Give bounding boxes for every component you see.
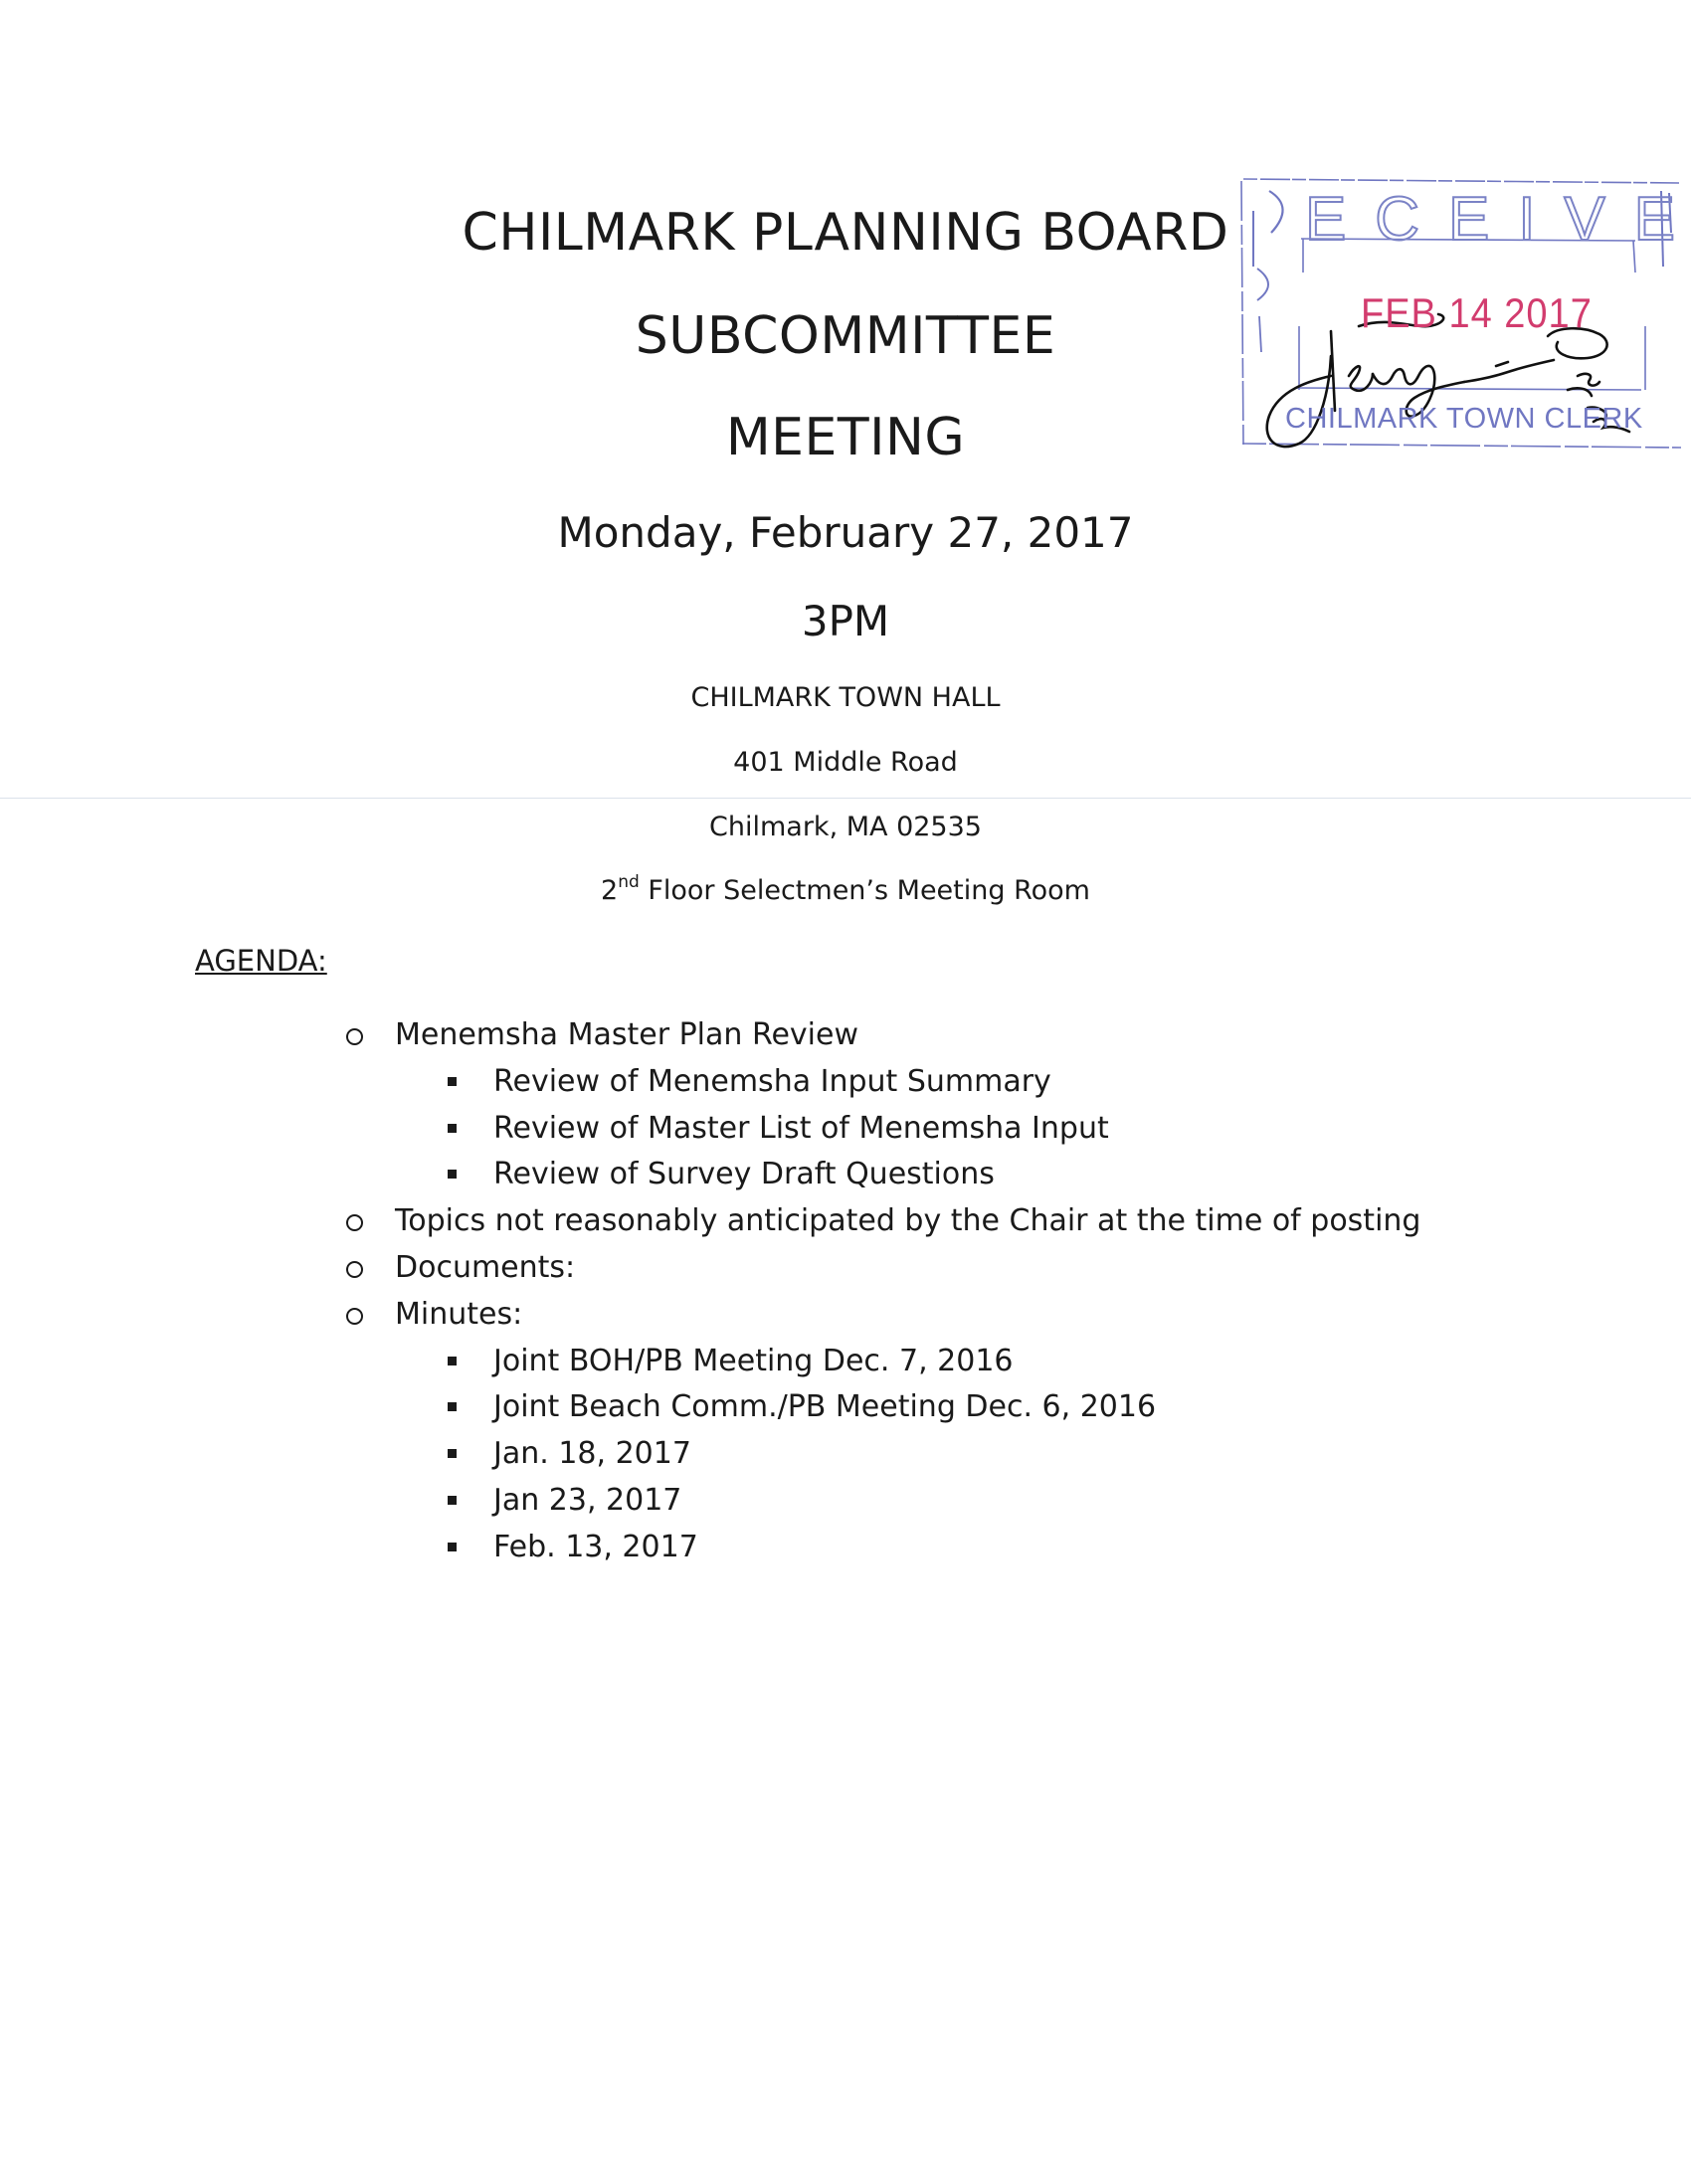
agenda-subitem xyxy=(0,1478,1691,1525)
agenda-subitem-list xyxy=(0,1339,1691,1571)
location-street: 401 Middle Road xyxy=(733,747,958,778)
agenda-item-row xyxy=(0,1245,1691,1292)
page-title-line-3: MEETING xyxy=(725,408,966,467)
agenda-item xyxy=(0,1198,1691,1245)
page-title-line-1: CHILMARK PLANNING BOARD xyxy=(462,203,1229,263)
agenda-item xyxy=(0,1012,1691,1198)
floor-number: 2 xyxy=(601,875,619,906)
square-bullet-icon xyxy=(448,1496,457,1505)
agenda-item xyxy=(0,1245,1691,1292)
stamp-office: CHILMARK TOWN CLERK xyxy=(1285,403,1643,435)
square-bullet-icon xyxy=(448,1124,457,1133)
location-building: CHILMARK TOWN HALL xyxy=(690,682,1001,713)
agenda-subitem xyxy=(0,1152,1691,1198)
circle-bullet-icon xyxy=(346,1214,363,1231)
stamp-letter: E xyxy=(1633,185,1675,254)
agenda-subitem-label: Review of Master List of Menemsha Input xyxy=(493,1110,1109,1146)
agenda-heading: AGENDA: xyxy=(195,944,327,978)
meeting-time: 3PM xyxy=(801,597,890,645)
agenda-subitem-label: Joint Beach Comm./PB Meeting Dec. 6, 2016 xyxy=(493,1389,1157,1425)
page-title-line-2: SUBCOMMITTEE xyxy=(635,306,1056,366)
agenda-item xyxy=(0,1292,1691,1571)
agenda-subitem-label: Jan. 18, 2017 xyxy=(493,1436,691,1472)
agenda-item-row xyxy=(0,1012,1691,1059)
agenda-subitem xyxy=(0,1106,1691,1153)
circle-bullet-icon xyxy=(346,1028,363,1045)
stamp-letter: I xyxy=(1518,185,1536,254)
circle-bullet-icon xyxy=(346,1308,363,1325)
agenda-item-label: Topics not reasonably anticipated by the Chair at the time of posting xyxy=(395,1203,1421,1239)
square-bullet-icon xyxy=(448,1449,457,1458)
location-city: Chilmark, MA 02535 xyxy=(709,812,982,842)
stamp-letter: E xyxy=(1305,185,1347,254)
stamp-date: FEB 14 2017 xyxy=(1361,290,1593,338)
agenda-subitem xyxy=(0,1431,1691,1478)
agenda-item-label: Minutes: xyxy=(395,1296,523,1332)
agenda-subitem-label: Jan 23, 2017 xyxy=(493,1482,682,1518)
stamp-letter: E xyxy=(1447,185,1490,254)
agenda-item-row xyxy=(0,1292,1691,1339)
agenda-item-row xyxy=(0,1198,1691,1245)
agenda-subitem-label: Joint BOH/PB Meeting Dec. 7, 2016 xyxy=(493,1343,1014,1378)
circle-bullet-icon xyxy=(346,1261,363,1278)
room-name: Floor Selectmen’s Meeting Room xyxy=(639,875,1090,906)
agenda-subitem-label: Review of Survey Draft Questions xyxy=(493,1157,995,1192)
square-bullet-icon xyxy=(448,1402,457,1411)
stamp-letter: V xyxy=(1564,185,1605,254)
location-room xyxy=(0,874,1691,908)
agenda-item-label: Menemsha Master Plan Review xyxy=(395,1017,858,1052)
agenda-subitem xyxy=(0,1384,1691,1431)
agenda-list xyxy=(0,1012,1691,1571)
square-bullet-icon xyxy=(448,1357,457,1365)
square-bullet-icon xyxy=(448,1077,457,1086)
meeting-date: Monday, February 27, 2017 xyxy=(557,508,1134,557)
agenda-subitem-list xyxy=(0,1059,1691,1198)
agenda-subitem-label: Feb. 13, 2017 xyxy=(493,1529,698,1564)
square-bullet-icon xyxy=(448,1170,457,1179)
square-bullet-icon xyxy=(448,1543,457,1551)
agenda-subitem xyxy=(0,1525,1691,1571)
agenda-item-label: Documents: xyxy=(395,1249,576,1285)
agenda-subitem xyxy=(0,1059,1691,1106)
floor-suffix: nd xyxy=(618,872,640,892)
received-stamp xyxy=(1239,177,1683,450)
stamp-letter: C xyxy=(1375,185,1420,254)
scan-artifact-line xyxy=(0,798,1691,799)
stamp-received-letters xyxy=(1305,185,1675,255)
agenda-subitem xyxy=(0,1339,1691,1385)
agenda-subitem-label: Review of Menemsha Input Summary xyxy=(493,1063,1051,1099)
